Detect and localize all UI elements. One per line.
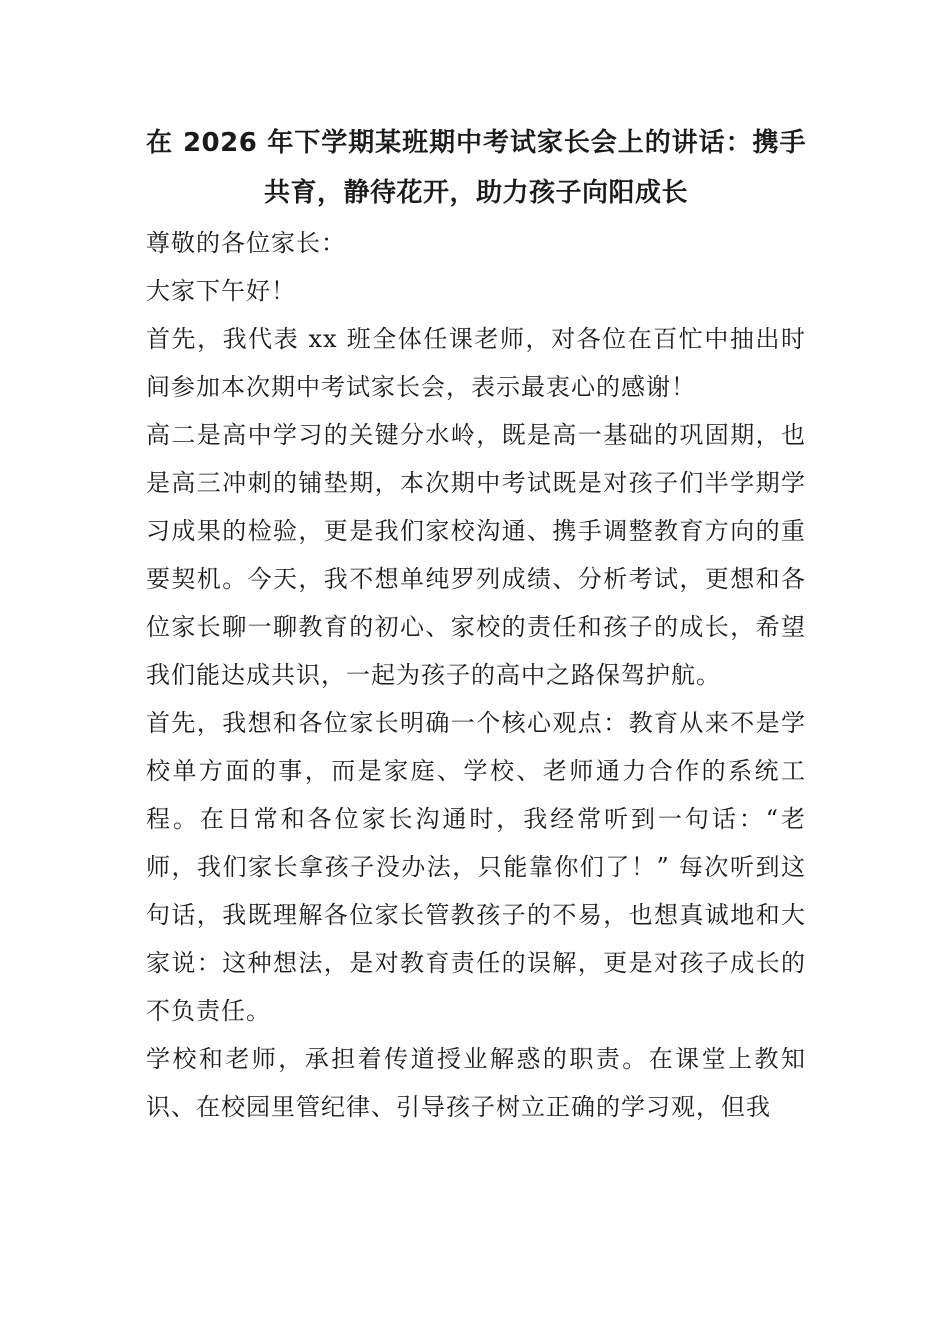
paragraph-thanks: 首先，我代表 xx 班全体任课老师，对各位在百忙中抽出时间参加本次期中考试家长会，表示最衷心的感谢！ <box>146 325 806 401</box>
paragraph-school-role: 学校和老师，承担着传道授业解惑的职责。在课堂上教知识、在校园里管纪律、引导孩子树立正确的学习观，但我 <box>146 1045 806 1121</box>
document-title: 在 2026 年下学期某班期中考试家长会上的讲话：携手共育，静待花开，助力孩子向阳成长 <box>146 128 806 208</box>
paragraph-intro: 高二是高中学习的关键分水岭，既是高一基础的巩固期，也是高三冲刺的铺垫期，本次期中考试既是对孩子们半学期学习成果的检验，更是我们家校沟通、携手调整教育方向的重要契机。今天，我不想单纯罗列成绩、分析考试，更想和各位家长聊一聊教育的初心、家校的责任和孩子的成长，希望我们能达成共识，一起为孩子的高中之路保驾护航。 <box>146 421 806 689</box>
salutation: 尊敬的各位家长： <box>146 229 346 257</box>
document-body <box>146 118 806 1131</box>
paragraph-core-view: 首先，我想和各位家长明确一个核心观点：教育从来不是学校单方面的事，而是家庭、学校、老师通力合作的系统工程。在日常和各位家长沟通时，我经常听到一句话：“老师，我们家长拿孩子没办法，只能靠你们了！” 每次听到这句话，我既理解各位家长管教孩子的不易，也想真诚地和大家说：这种想法，是对教育责任的误解，更是对孩子成长的不负责任。 <box>146 709 806 1025</box>
greeting: 大家下午好！ <box>146 277 296 305</box>
